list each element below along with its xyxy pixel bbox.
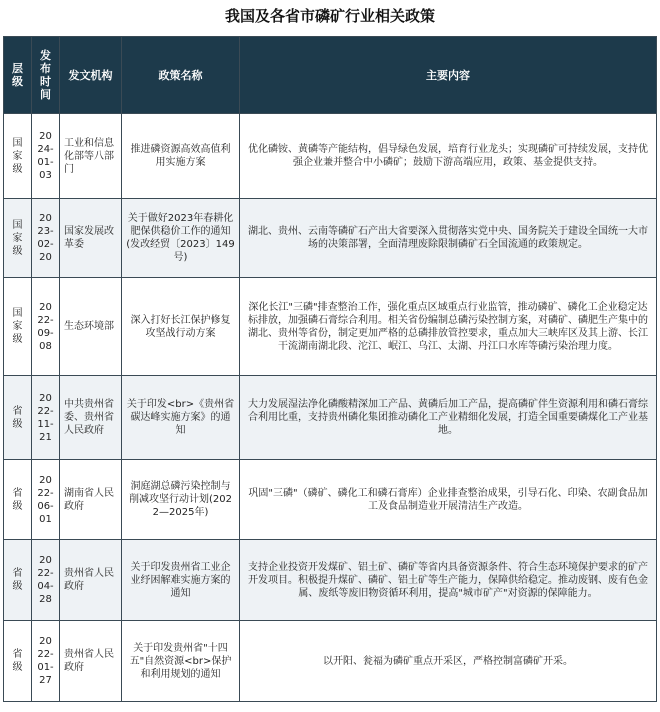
cell-policy-name: 洞庭湖总磷污染控制与削减攻坚行动计划(2022—2025年) — [122, 460, 240, 540]
cell-date: 2022-11-21 — [32, 376, 60, 460]
cell-issuer: 中共贵州省委、贵州省人民政府 — [60, 376, 122, 460]
cell-content: 支持企业投资开发煤矿、铝土矿、磷矿等省内具备资源条件、符合生态环境保护要求的矿产开发项目。积极提升煤矿、磷矿、铝土矿等生产能力，保障供给稳定。推动废钢、废有色金属、废纸等废旧物资循环利用，提高"城市矿产"对资源的保障能力。 — [240, 540, 657, 621]
cell-level: 国家级 — [4, 114, 32, 199]
cell-content: 湖北、贵州、云南等磷矿石产出大省要深入贯彻落实党中央、国务院关于建设全国统一大市场的决策部署，全面清理废除限制磷矿石全国流通的政策规定。 — [240, 199, 657, 278]
cell-content: 优化磷铵、黄磷等产能结构，倡导绿色发展，培育行业龙头；实现磷矿可持续发展，支持优强企业兼并整合中小磷矿；鼓励下游高端应用，政策、基金提供支持。 — [240, 114, 657, 199]
cell-date: 2022-06-01 — [32, 460, 60, 540]
cell-level: 国家级 — [4, 278, 32, 376]
cell-level: 省级 — [4, 540, 32, 621]
header-content: 主要内容 — [240, 37, 657, 114]
cell-issuer: 国家发展改革委 — [60, 199, 122, 278]
cell-policy-name: 深入打好长江保护修复攻坚战行动方案 — [122, 278, 240, 376]
cell-level: 国家级 — [4, 199, 32, 278]
cell-content: 以开阳、瓮福为磷矿重点开采区，严格控制富磷矿开采。 — [240, 621, 657, 702]
cell-level: 省级 — [4, 376, 32, 460]
cell-issuer: 生态环境部 — [60, 278, 122, 376]
cell-issuer: 贵州省人民政府 — [60, 621, 122, 702]
cell-issuer: 工业和信息化部等八部门 — [60, 114, 122, 199]
header-level: 层级 — [4, 37, 32, 114]
cell-date: 2024-01-03 — [32, 114, 60, 199]
cell-issuer: 贵州省人民政府 — [60, 540, 122, 621]
cell-policy-name: 关于印发贵州省"十四五"自然资源<br>保护和利用规划的通知 — [122, 621, 240, 702]
header-name: 政策名称 — [122, 37, 240, 114]
table-row — [4, 278, 657, 376]
table-row — [4, 199, 657, 278]
table-row — [4, 460, 657, 540]
cell-date: 2022-04-28 — [32, 540, 60, 621]
table-row — [4, 114, 657, 199]
cell-date: 2022-09-08 — [32, 278, 60, 376]
cell-level: 省级 — [4, 621, 32, 702]
cell-content: 深化长江"三磷"排查整治工作，强化重点区域重点行业监管，推动磷矿、磷化工企业稳定达标排放，加强磷石膏综合利用。相关省份编制总磷污染控制方案，对磷矿、磷肥生产集中的湖北、贵州等省份，制定更加严格的总磷排放管控要求，重点加大三峡库区及其上游、长江干流湖南湖北段、沱江、岷江、乌江、太湖、丹江口水库等磷污染治理力度。 — [240, 278, 657, 376]
table-row — [4, 621, 657, 702]
header-issuer: 发文机构 — [60, 37, 122, 114]
cell-policy-name: 关于印发贵州省工业企业纾困解难实施方案的通知 — [122, 540, 240, 621]
page-title: 我国及各省市磷矿行业相关政策 — [224, 7, 435, 25]
cell-issuer: 湖南省人民政府 — [60, 460, 122, 540]
cell-policy-name: 关于做好2023年春耕化肥保供稳价工作的通知(发改经贸〔2023〕149号) — [122, 199, 240, 278]
cell-level: 省级 — [4, 460, 32, 540]
cell-policy-name: 关于印发<br>《贵州省碳达峰实施方案》的通知 — [122, 376, 240, 460]
table-header-row — [4, 37, 657, 114]
cell-date: 2023-02-20 — [32, 199, 60, 278]
cell-content: 大力发展湿法净化磷酸精深加工产品、黄磷后加工产品，提高磷矿伴生资源利用和磷石膏综合利用比重，支持贵州磷化集团推动磷化工产业精细化发展，打造全国重要磷煤化工产业基地。 — [240, 376, 657, 460]
table-row — [4, 540, 657, 621]
table-row — [4, 376, 657, 460]
header-date: 发布时间 — [32, 37, 60, 114]
cell-date: 2022-01-27 — [32, 621, 60, 702]
policy-table — [3, 36, 657, 702]
cell-policy-name: 推进磷资源高效高值利用实施方案 — [122, 114, 240, 199]
cell-content: 巩固"三磷"（磷矿、磷化工和磷石膏库）企业排查整治成果，引导石化、印染、农副食品加工及食品制造业开展清洁生产改造。 — [240, 460, 657, 540]
